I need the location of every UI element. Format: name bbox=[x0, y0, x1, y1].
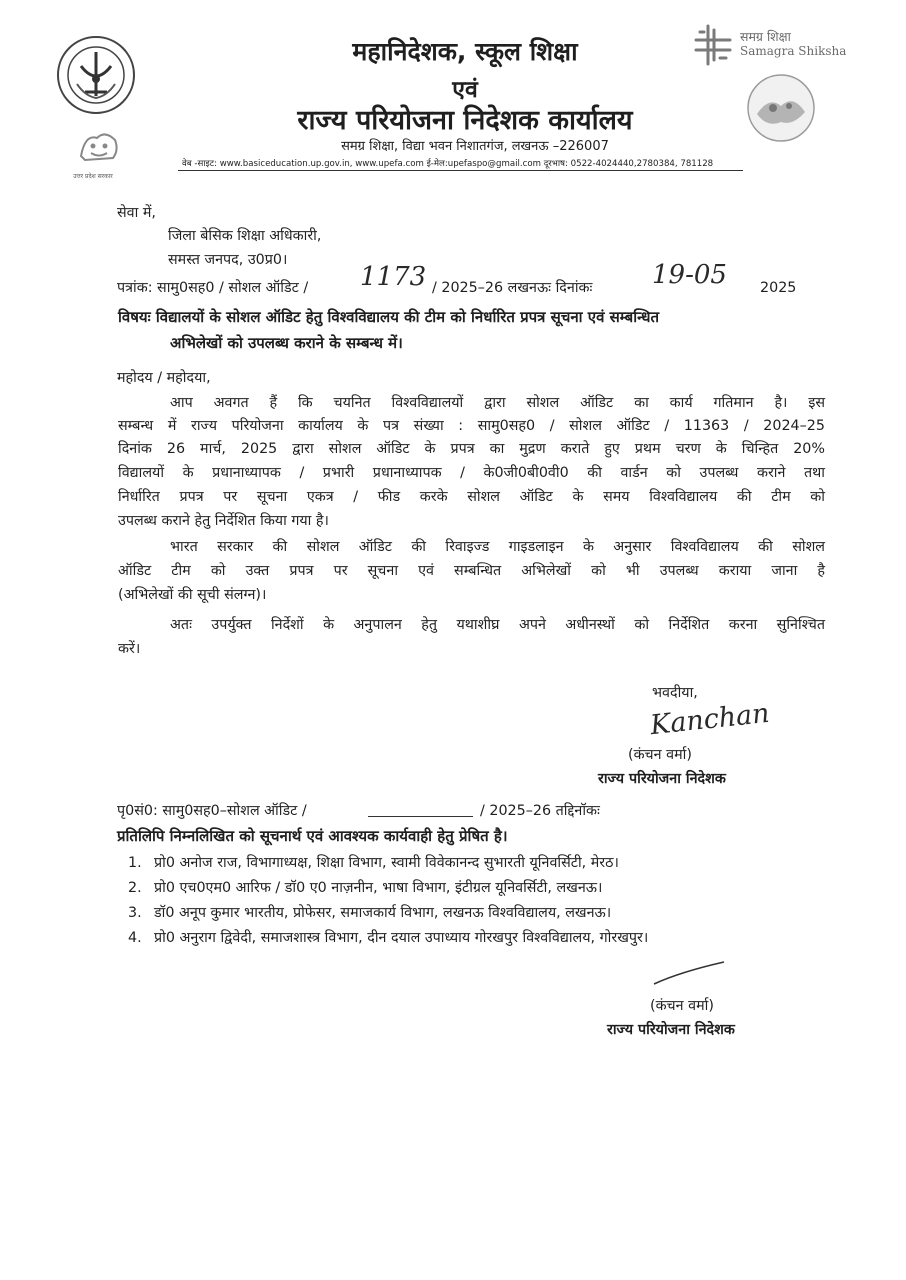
signatory-name: (कंचन वर्मा) bbox=[628, 747, 692, 763]
recipient-line2: समस्त जनपद, उ0प्र0। bbox=[168, 252, 288, 268]
copy-item: प्रो0 अनोज राज, विभागाध्यक्ष, शिक्षा विभाग, स्वामी विवेकानन्द सुभारती यूनिवर्सिटी, मेरठ। bbox=[154, 855, 619, 871]
para1-line: दिनांक 26 मार्च, 2025 द्वारा सोशल ऑडिट के प्रपत्र का मुद्रण कराते हुए प्रथम चरण के चिन्हित 20% bbox=[118, 441, 825, 457]
copy-item: प्रो0 एच0एम0 आरिफ / डॉ0 ए0 नाज़नीन, भाषा विभाग, इंटीग्रल यूनिवर्सिटी, लखनऊ। bbox=[154, 880, 603, 896]
subject-line2: अभिलेखों को उपलब्ध कराने के सम्बन्ध में। bbox=[170, 334, 403, 352]
emblem-caption: उत्तर प्रदेश सरकार bbox=[73, 173, 113, 180]
signature-stroke-icon bbox=[650, 958, 730, 988]
recipient-to: सेवा में, bbox=[117, 205, 156, 221]
header-title-line2: एवं bbox=[452, 77, 478, 103]
ref-number: 1173 bbox=[360, 262, 427, 292]
para1-line: विद्यालयों के प्रधानाध्यापक / प्रभारी प्रधानाध्यापक / के0जी0बी0वी0 की वार्डन को उपलब्ध कराने तथा bbox=[118, 465, 825, 481]
signature-handwriting: Kanchan bbox=[648, 697, 771, 742]
endorsement-ref-blank bbox=[368, 802, 473, 817]
header-address: समग्र शिक्षा, विद्या भवन निशातगंज, लखनऊ –226007 bbox=[341, 139, 609, 154]
para1-line: सम्बन्ध में राज्य परियोजना कार्यालय के पत्र संख्या : सामु0सह0 / सोशल ऑडिट / 11363 / 2024–25 bbox=[118, 418, 825, 434]
signatory2-name: (कंचन वर्मा) bbox=[650, 998, 714, 1014]
samagra-shiksha-hindi: समग्र शिक्षा bbox=[740, 29, 791, 44]
recipient-line1: जिला बेसिक शिक्षा अधिकारी, bbox=[168, 228, 322, 244]
samagra-shiksha-logo-icon bbox=[690, 22, 736, 68]
signatory-designation: राज्य परियोजना निदेशक bbox=[598, 771, 726, 787]
header-title-line1: महानिदेशक, स्कूल शिक्षा bbox=[352, 37, 578, 66]
copy-item-number: 2. bbox=[128, 880, 142, 896]
mascot-icon bbox=[75, 126, 123, 166]
copy-item-number: 3. bbox=[128, 905, 142, 921]
header-title-line3: राज्य परियोजना निदेशक कार्यालय bbox=[297, 105, 633, 136]
endorsement-ref-suffix: / 2025–26 तद्दिनॉकः bbox=[480, 803, 600, 819]
copy-item-number: 1. bbox=[128, 855, 142, 871]
ref-middle: / 2025–26 लखनऊः दिनांकः bbox=[432, 280, 593, 296]
endorsement-heading: प्रतिलिपि निम्नलिखित को सूचनार्थ एवं आवश्यक कार्यवाही हेतु प्रेषित है। bbox=[117, 827, 508, 845]
copy-item-number: 4. bbox=[128, 930, 142, 946]
copy-item: डॉ0 अनूप कुमार भारतीय, प्रोफेसर, समाजकार्य विभाग, लखनऊ विश्वविद्यालय, लखनऊ। bbox=[154, 905, 612, 921]
para3-line: अतः उपर्युक्त निर्देशों के अनुपालन हेतु यथाशीघ्र अपने अधीनस्थों को निर्देशित करना सुनिश्चित bbox=[170, 617, 825, 633]
ref-date: 19-05 bbox=[652, 260, 727, 290]
ref-prefix: पत्रांक: सामु0सह0 / सोशल ऑडिट / bbox=[117, 280, 309, 296]
para1-line: आप अवगत हैं कि चयनित विश्वविद्यालयों द्वारा सोशल ऑडिट का कार्य गतिमान है। इस bbox=[170, 395, 825, 411]
header-contact: वेब -साइट: www.basiceducation.up.gov.in, www.upefa.com ई-मेल:upefaspo@gmail.com दूरभाष: 0522-4024440,2780384, 781128 bbox=[182, 159, 714, 169]
up-govt-emblem bbox=[55, 34, 137, 116]
para2-line: ऑडिट टीम को उक्त प्रपत्र पर सूचना एवं सम्बन्धित अभिलेखों को भी उपलब्ध कराया जाना है bbox=[118, 563, 825, 579]
endorsement-ref-prefix: पृ0सं0: सामु0सह0–सोशल ऑडिट / bbox=[117, 803, 307, 819]
para1-line: निर्धारित प्रपत्र पर सूचना एकत्र / फीड करके सोशल ऑडिट के समय विश्वविद्यालय की टीम को bbox=[118, 489, 825, 505]
para3-line: करें। bbox=[118, 641, 141, 657]
para1-line: उपलब्ध कराने हेतु निर्देशित किया गया है। bbox=[118, 513, 329, 529]
samagra-shiksha-english: Samagra Shiksha bbox=[740, 44, 847, 58]
closing: भवदीया, bbox=[652, 685, 698, 701]
subject-line1: विषयः विद्यालयों के सोशल ऑडिट हेतु विश्वविद्यालय की टीम को निर्धारित प्रपत्र सूचना एवं सम्बन्धित bbox=[118, 308, 660, 326]
signatory2-designation: राज्य परियोजना निदेशक bbox=[607, 1022, 735, 1038]
seal-stamp-icon bbox=[745, 72, 817, 144]
header-divider bbox=[178, 170, 743, 171]
ref-year: 2025 bbox=[760, 280, 797, 296]
copy-item: प्रो0 अनुराग द्विवेदी, समाजशास्त्र विभाग, दीन दयाल उपाध्याय गोरखपुर विश्वविद्यालय, गोरखपुर। bbox=[154, 930, 649, 946]
para2-line: (अभिलेखों की सूची संलग्न)। bbox=[118, 587, 267, 603]
salutation: महोदय / महोदया, bbox=[117, 370, 211, 386]
para2-line: भारत सरकार की सोशल ऑडिट की रिवाइज्ड गाइडलाइन के अनुसार विश्वविद्यालय की सोशल bbox=[170, 539, 825, 555]
